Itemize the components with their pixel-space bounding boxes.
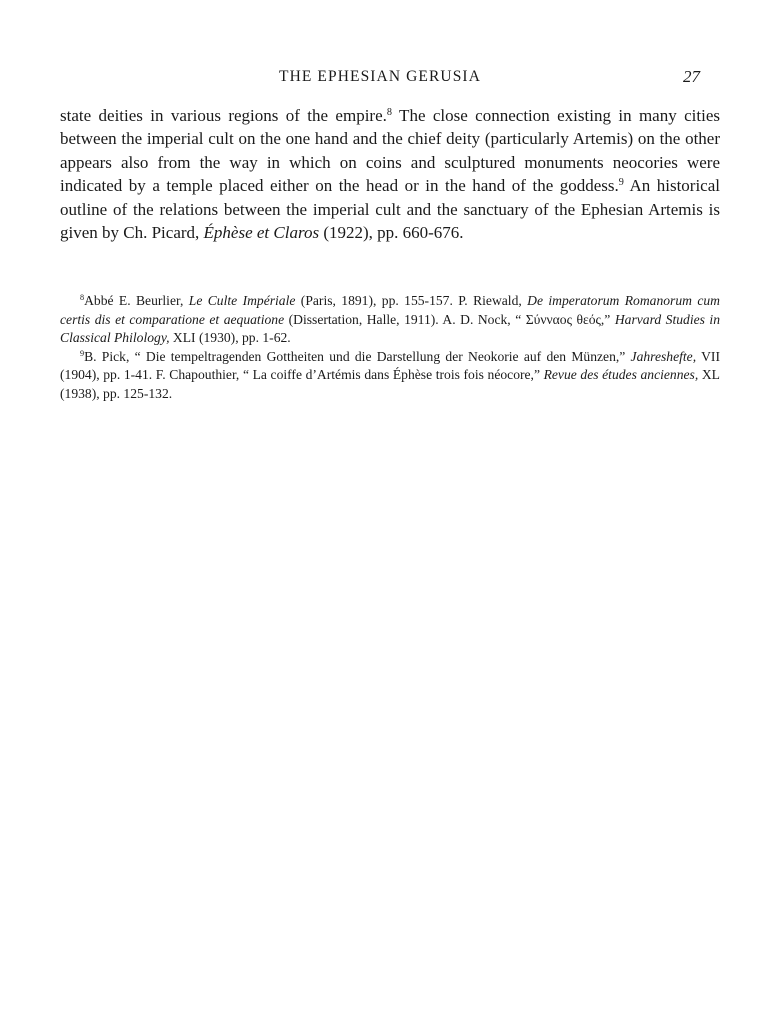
footnote-text: XL (1938), pp. 125-132. xyxy=(60,367,720,401)
cited-title: Harvard Studies in Classical Philology, xyxy=(60,311,720,346)
footnote-9 xyxy=(60,348,720,404)
footnote-text: VII (1904), pp. 1-41. F. Chapouthier, “ La coiffe d’Artémis dans Éphèse trois fois néocore,” xyxy=(60,348,720,383)
footnote-text: (Paris, 1891), pp. 155-157. P. Riewald, xyxy=(295,293,528,308)
cited-title: Jahreshefte, xyxy=(630,348,697,364)
page-header xyxy=(60,68,700,92)
body-text-segment: (1922), pp. 660-676. xyxy=(319,223,464,243)
footnote-8 xyxy=(60,292,720,348)
footnote-text: Abbé E. Beurlier, xyxy=(84,293,189,308)
body-text-segment: state deities in various regions of the empire. xyxy=(60,106,387,125)
footnote-ref-9[interactable]: 9 xyxy=(618,177,624,189)
cited-title: Revue des études anciennes, xyxy=(543,367,699,383)
running-title: THE EPHESIAN GERUSIA xyxy=(279,68,481,85)
footnote-number: 9 xyxy=(80,348,85,358)
footnote-ref-8[interactable]: 8 xyxy=(386,106,392,118)
body-text-segment: The close connection existing in many cities between the imperial cult on the one hand and the chief deity (particularly Artemis) on the other appears also from the way in which on coins and sculptured monuments neocories were indicated by a temple placed either on the head or in the hand of the goddess. xyxy=(60,106,720,196)
body-text-segment: An historical outline of the relations between the imperial cult and the sanctuary of the Ephesian Artemis is given by Ch. Picard, xyxy=(60,176,720,243)
footnote-number: 8 xyxy=(80,293,85,303)
footnote-text: XLI (1930), pp. 1-62. xyxy=(169,330,291,346)
page-number: 27 xyxy=(683,67,700,86)
cited-title: Éphèse et Claros xyxy=(203,223,320,243)
body-paragraph xyxy=(60,104,720,244)
cited-title: Le Culte Impériale xyxy=(188,293,296,308)
footnote-text: B. Pick, “ Die tempeltragenden Gottheiten und die Darstellung der Neokorie auf den Münzen,” xyxy=(84,348,631,364)
cited-title: De imperatorum Romanorum cum certis dis et comparatione et aequatione xyxy=(60,293,720,327)
footnotes-section xyxy=(60,292,720,404)
footnote-text: (Dissertation, Halle, 1911). A. D. Nock, “ Σύνναος θεός,” xyxy=(284,311,615,327)
